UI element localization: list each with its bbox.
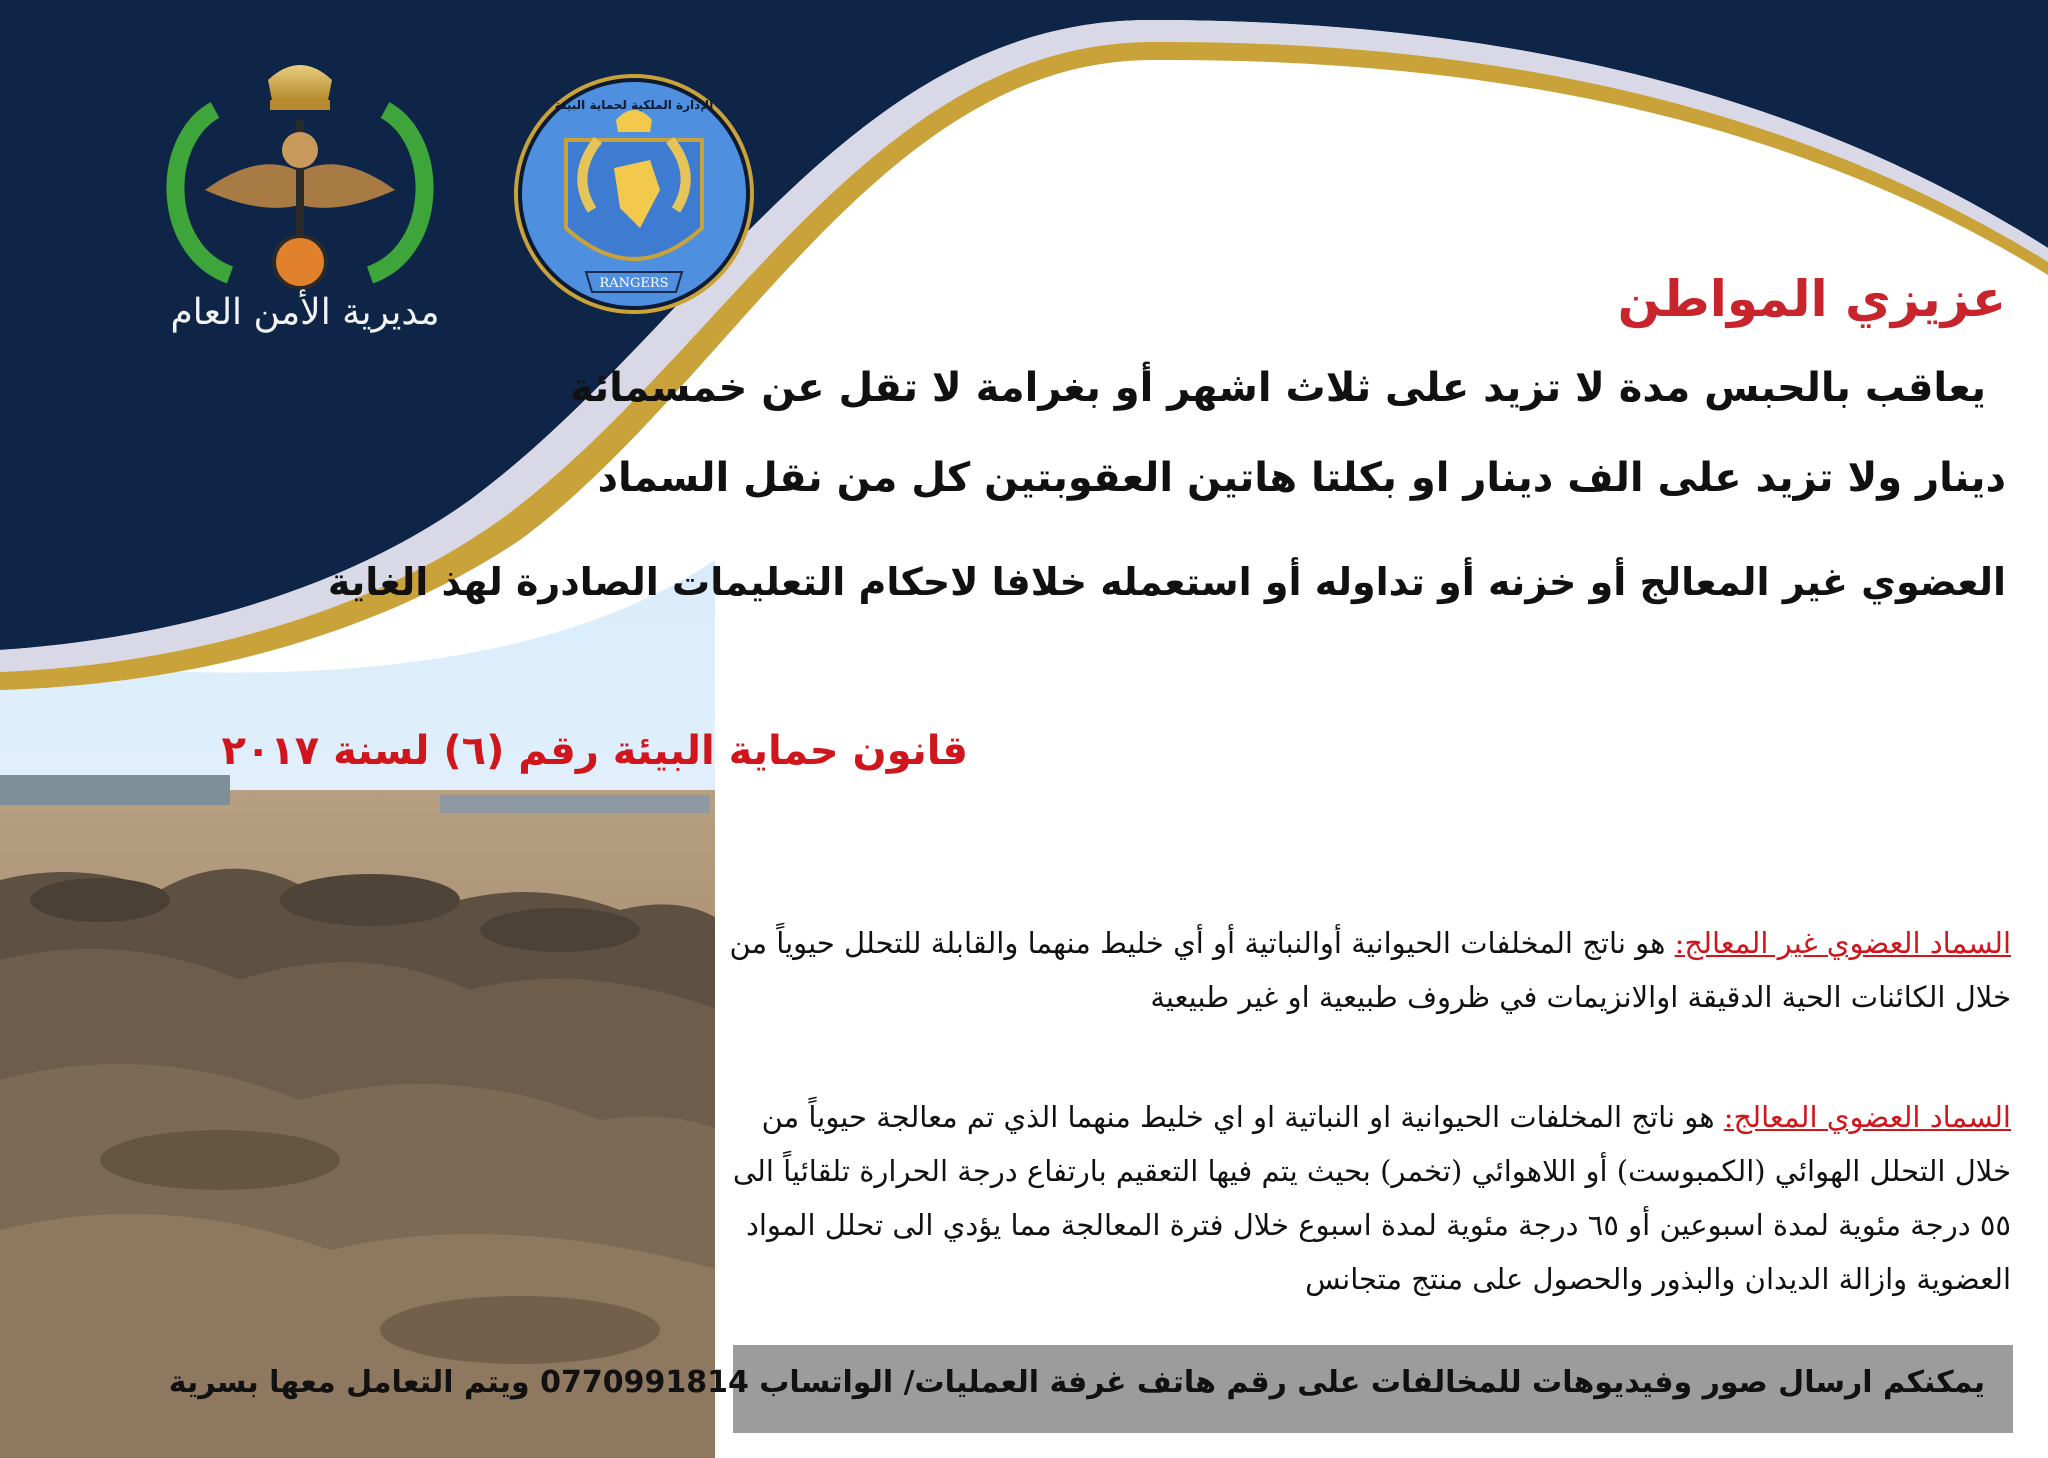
greeting-heading: عزيزي المواطن bbox=[1617, 270, 2006, 328]
footer-banner bbox=[168, 1345, 2013, 1433]
definition-text: هو ناتج المخلفات الحيوانية أوالنباتية أو أي خليط منهما والقابلة للتحلل حيوياً من خلال الكائنات الحية الدقيقة اوالانزيمات في ظروف طبيعية او غير طبيعية bbox=[729, 926, 2011, 1014]
footer-contact-text: يمكنكم ارسال صور وفيديوهات للمخالفات على رقم هاتف غرفة العمليات/ الواتساب 0770991814 ويتم التعامل معها بسرية bbox=[168, 1365, 1985, 1400]
definition-untreated bbox=[711, 916, 2011, 1024]
rangers-badge-banner-text: RANGERS bbox=[599, 276, 669, 291]
definition-term: السماد العضوي المعالج: bbox=[1723, 1100, 2011, 1134]
law-reference: قانون حماية البيئة رقم (٦) لسنة ٢٠١٧ bbox=[221, 728, 968, 774]
rangers-badge-arc-text: الإدارة الملكية لحماية البيئة bbox=[554, 98, 714, 112]
warning-line-3: العضوي غير المعالج أو خزنه أو تداوله أو استعمله خلافا لاحكام التعليمات الصادرة لهذ الغاية bbox=[327, 560, 2006, 604]
definition-text: هو ناتج المخلفات الحيوانية او النباتية او اي خليط منهما الذي تم معالجة حيوياً من خلال التحلل الهوائي (الكمبوست) أو اللاهوائي (تخمر) بحيث يتم فيها التعقيم بارتفاع درجة الحرارة تلقائياً الى ٥٥ درجة مئوية لمدة اسبوعين أو ٦٥ درجة مئوية لمدة اسبوع خلال فترة المعالجة مما يؤدي الى تحلل المواد العضوية وازالة الديدان والبذور والحصول على منتج متجانس bbox=[732, 1100, 2011, 1296]
warning-line-1: يعاقب بالحبس مدة لا تزيد على ثلاث اشهر أو بغرامة لا تقل عن خمسمائة bbox=[569, 365, 1986, 411]
public-security-caption: مديرية الأمن العام bbox=[170, 292, 440, 333]
definition-term: السماد العضوي غير المعالج: bbox=[1674, 926, 2011, 960]
definition-treated bbox=[711, 1090, 2011, 1306]
warning-line-2: دينار ولا تزيد على الف دينار او بكلتا هاتين العقوبتين كل من نقل السماد bbox=[597, 455, 2006, 501]
